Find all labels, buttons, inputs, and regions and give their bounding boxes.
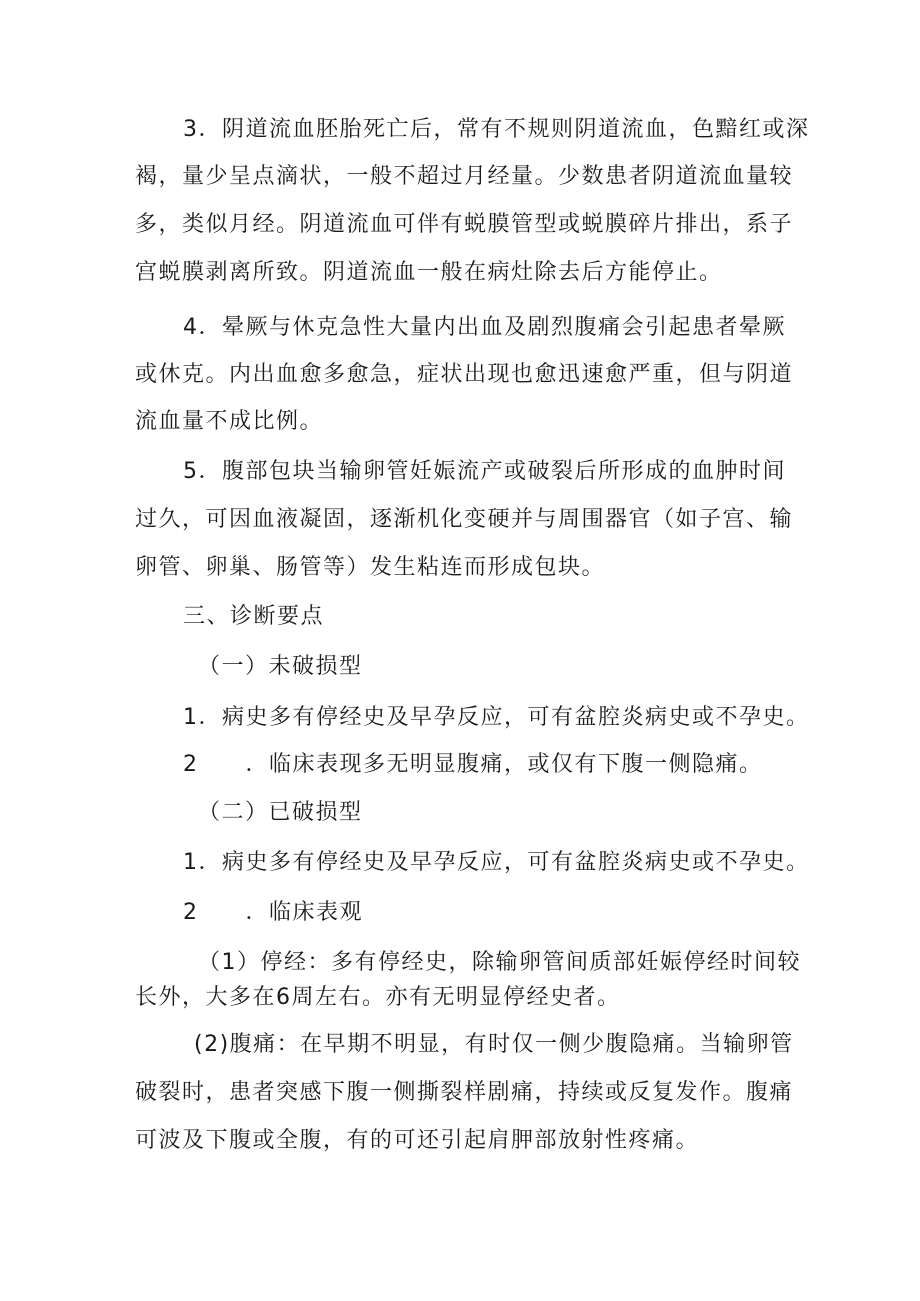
text-line: 2 ．临床表观 <box>183 900 363 925</box>
text-line: 长外，大多在6周左右。亦有无明显停经史者。 <box>135 985 621 1010</box>
text-line: 破裂时，患者突感下腹一侧撕裂样剧痛，持续或反复发作。腹痛 <box>135 1080 794 1105</box>
text-line: 3．阴道流血胚胎死亡后，常有不规则阴道流血，色黯红或深 <box>183 117 810 142</box>
text-line: 或休克。内出血愈多愈急，症状出现也愈迅速愈严重，但与阴道 <box>135 362 794 387</box>
section-heading: 三、诊断要点 <box>183 604 325 629</box>
text-line: 流血量不成比例。 <box>135 409 324 434</box>
text-line: 多，类似月经。阴道流血可伴有蜕膜管型或蜕膜碎片排出，系子 <box>135 212 794 237</box>
text-line: (2)腹痛：在早期不明显，有时仅一侧少腹隐痛。当输卵管 <box>194 1032 794 1057</box>
text-line: 可波及下腹或全腹，有的可还引起肩胛部放射性疼痛。 <box>135 1128 700 1153</box>
text-line: 卵管、卵巢、肠管等）发生粘连而形成包块。 <box>135 555 606 580</box>
text-line: 1．病史多有停经史及早孕反应，可有盆腔炎病史或不孕史。 <box>183 705 810 730</box>
text-line: 2 ．临床表现多无明显腹痛，或仅有下腹一侧隐痛。 <box>183 752 763 777</box>
text-line: 1．病史多有停经史及早孕反应，可有盆腔炎病史或不孕史。 <box>183 850 810 875</box>
subsection-heading: （二）已破损型 <box>198 800 363 825</box>
text-line: 褐，量少呈点滴状，一般不超过月经量。少数患者阴道流血量较 <box>135 164 794 189</box>
text-line: 4．晕厥与休克急性大量内出血及剧烈腹痛会引起患者晕厥 <box>183 315 786 340</box>
text-line: （1）停经：多有停经史，除输卵管间质部妊娠停经时间较 <box>198 950 801 975</box>
subsection-heading: （一）未破损型 <box>198 654 363 679</box>
text-line: 5．腹部包块当输卵管妊娠流产或破裂后所形成的血肿时间 <box>183 459 786 484</box>
text-line: 宫蜕膜剥离所致。阴道流血一般在病灶除去后方能停止。 <box>135 260 723 285</box>
text-line: 过久，可因血液凝固，逐渐机化变硬并与周围器官（如子宫、输 <box>135 507 794 532</box>
